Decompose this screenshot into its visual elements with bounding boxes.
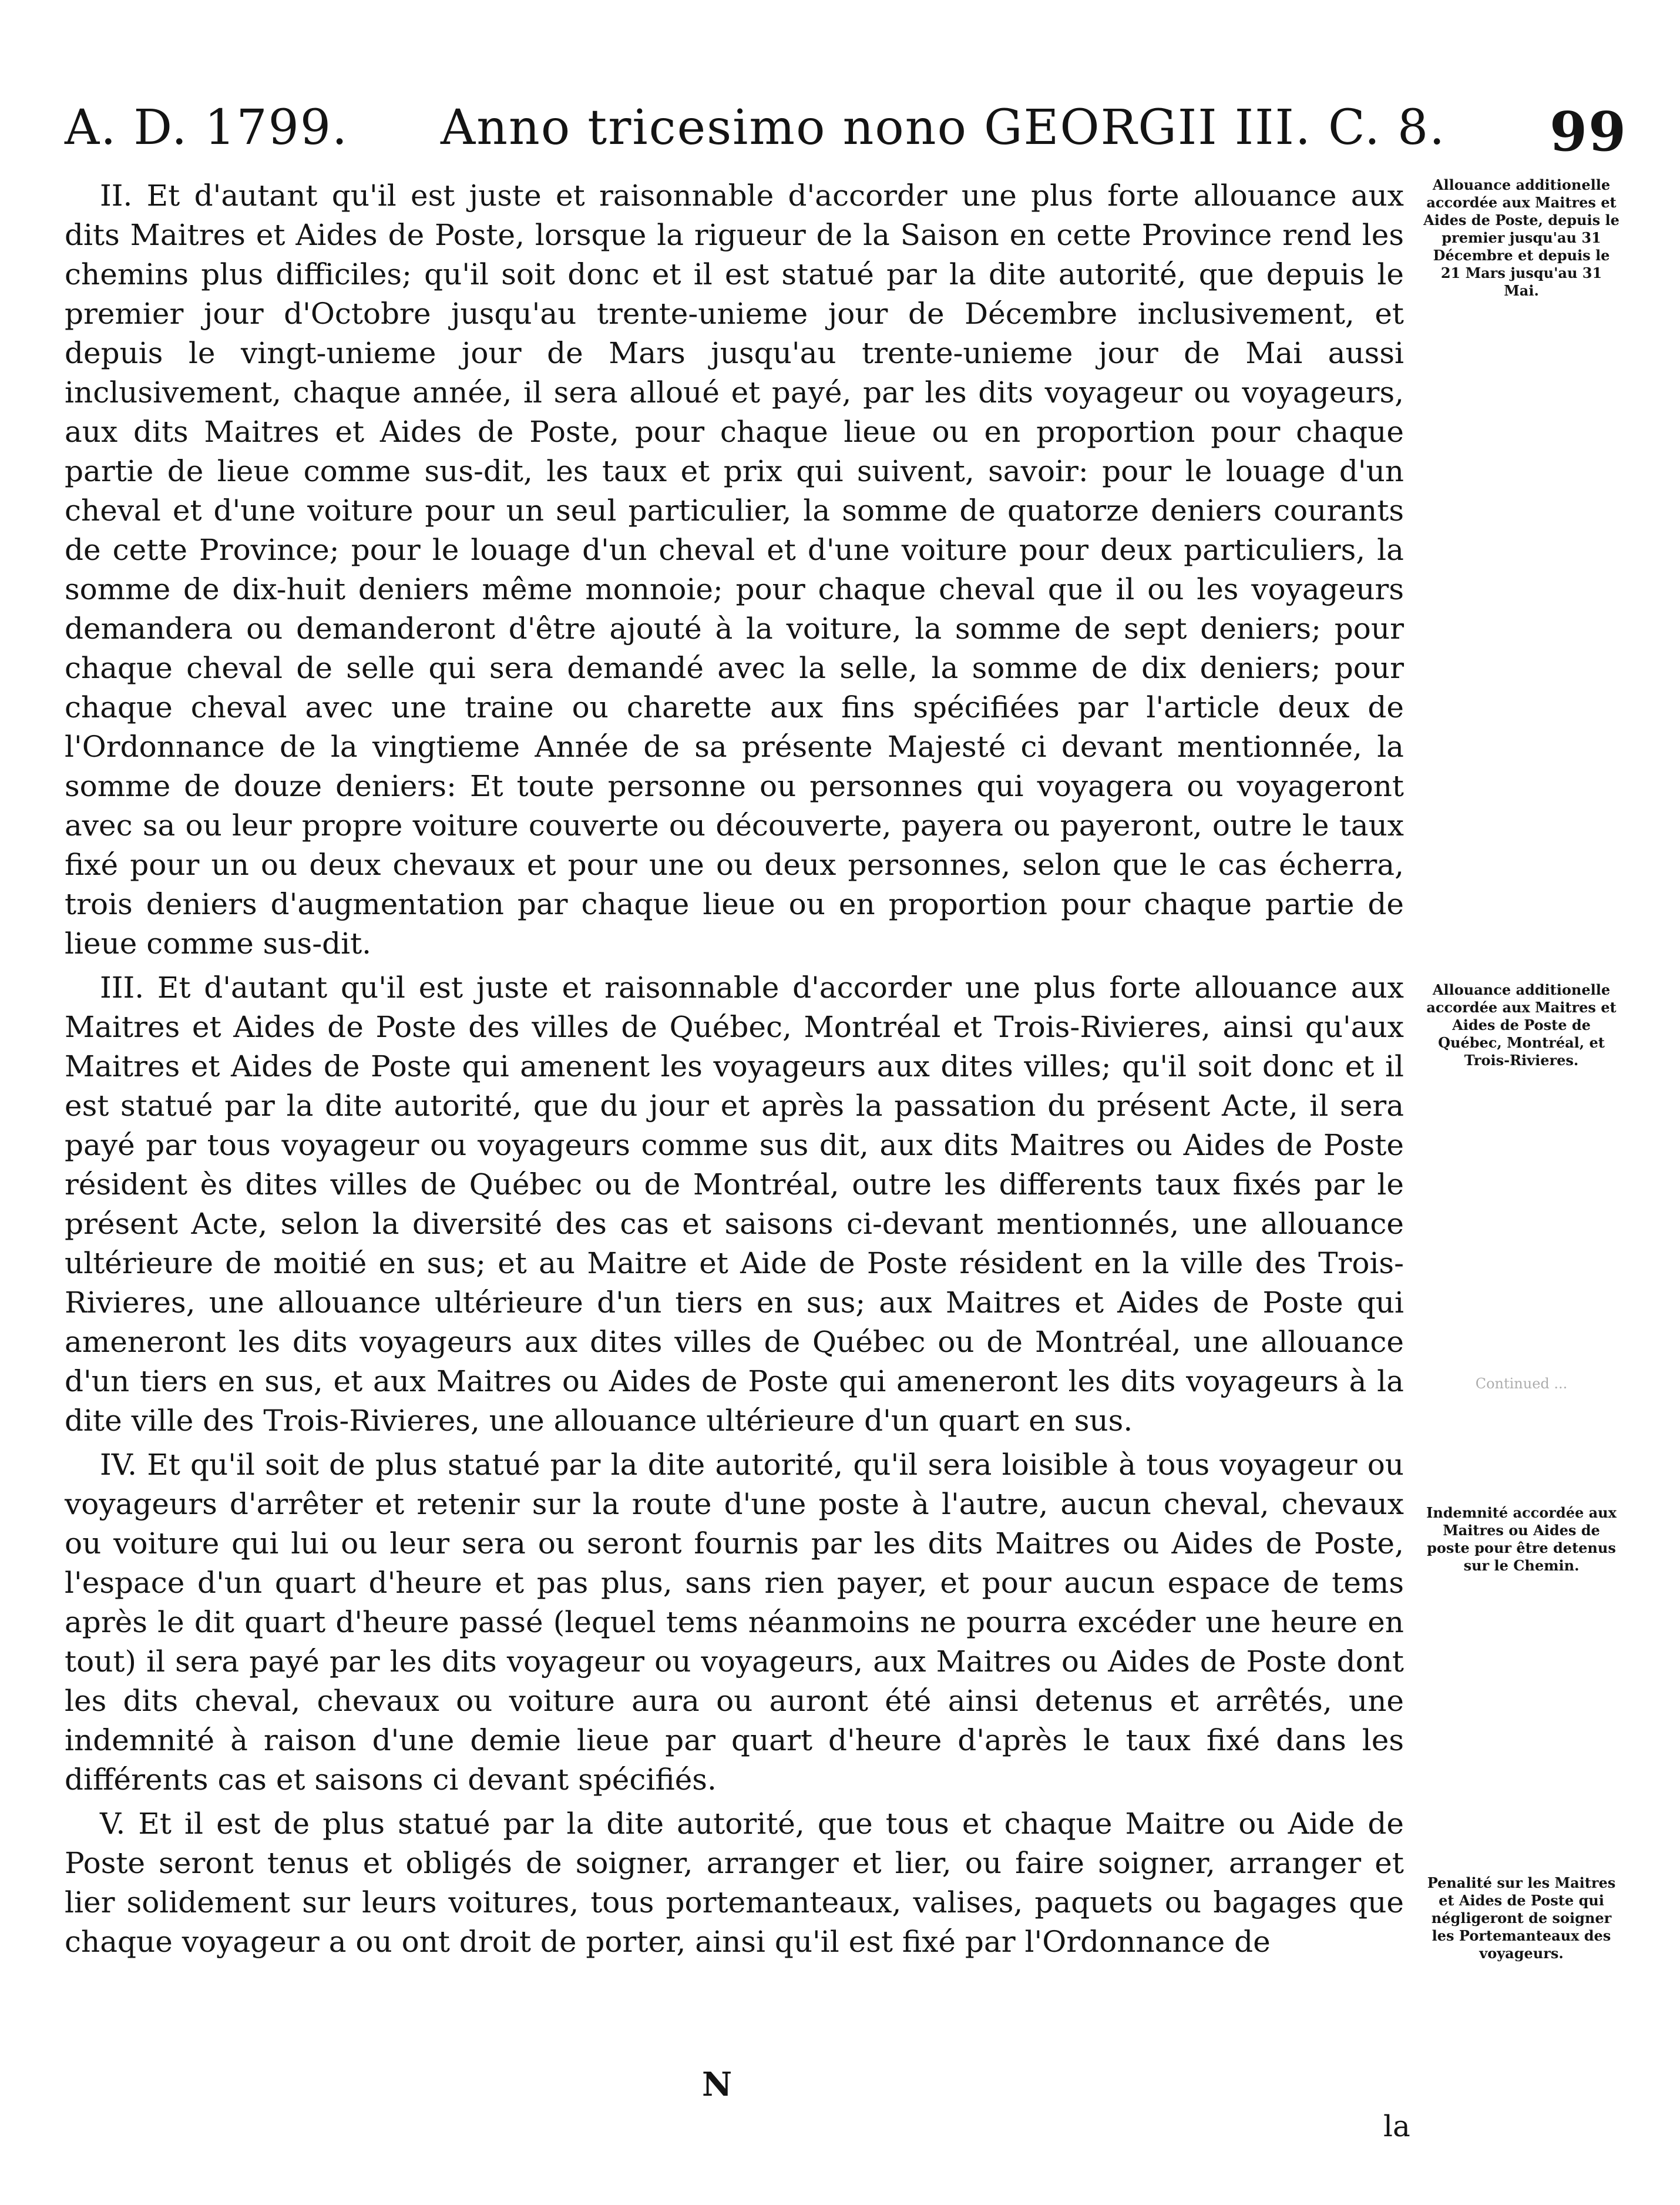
section-v	[65, 1804, 1404, 1962]
margin-note-faint: Continued ...	[1475, 1375, 1568, 1392]
page-number: 99	[1549, 100, 1627, 163]
catchword: la	[1383, 2109, 1410, 2143]
running-header	[53, 88, 1627, 165]
section-ii-text: II. Et d'autant qu'il est juste et raisonnable d'accorder une plus forte allouance aux dits Maitres et Aides de Poste, lorsque la rigueur de la Saison en cette Province rend les chemins plus difficiles; qu'il soit donc et il est statué par la dite autorité, que depuis le premier jour d'Octobre jusqu'au trente-unieme jour de Décembre inclusivement, et depuis le vingt-unieme jour de Mars jusqu'au trente-unieme jour de Mai aussi inclusivement, chaque année, il sera alloué et payé, par les dits voyageur ou voyageurs, aux dits Maitres et Aides de Poste, pour chaque lieue ou en proportion pour chaque partie de lieue comme sus-dit, les taux et prix qui suivent, savoir: pour le louage d'un cheval et d'une voiture pour un seul particulier, la somme de quatorze deniers courants de cette Province; pour le louage d'un cheval et d'une voiture pour deux particuliers, la somme de dix-huit deniers même monnoie; pour chaque cheval que il ou les voyageurs demandera ou demanderont d'être ajouté à la voiture, la somme de sept deniers; pour chaque cheval de selle qui sera demandé avec la selle, la somme de dix deniers; pour chaque cheval avec une traine ou charette aux fins spécifiées par l'article deux de l'Ordonnance de la vingtieme Année de sa présente Majesté ci devant mentionnée, la somme de douze deniers: Et toute personne ou personnes qui voyagera ou voyageront avec sa ou leur propre voiture couverte ou découverte, payera ou payeront, outre le taux fixé pour un ou deux chevaux et pour une ou deux personnes, selon que le cas écherra, trois deniers d'augmentation par chaque lieue ou en proportion pour chaque partie de lieue comme sus-dit.	[65, 179, 1404, 961]
section-v-text: V. Et il est de plus statué par la dite autorité, que tous et chaque Maitre ou Aide de Poste seront tenus et obligés de soigner, arranger et lier, ou faire soigner, arranger et lier solidement sur leurs voitures, tous portemanteaux, valises, paquets ou bagages que chaque voyageur a ou ont droit de porter, ainsi qu'il est fixé par l'Ordonnance de	[65, 1807, 1404, 1959]
signature-mark: N	[702, 2065, 733, 2104]
margin-note-section-ii: Allouance additionelle accordée aux Maitres et Aides de Poste, depuis le premier jusqu'au 31 Décembre et depuis le 21 Mars jusqu'au 31 Mai.	[1423, 176, 1619, 299]
section-iv-text: IV. Et qu'il soit de plus statué par la dite autorité, qu'il sera loisible à tous voyageur ou voyageurs d'arrêter et retenir sur la route d'une poste à l'autre, aucun cheval, chevaux ou voiture qui lui ou leur sera ou seront fournis par les dits Maitres ou Aides de Poste, l'espace d'un quart d'heure et pas plus, sans rien payer, et pour aucun espace de tems après le dit quart d'heure passé (lequel tems néanmoins ne pourra excéder une heure en tout) il sera payé par les dits voyageur ou voyageurs, aux Maitres ou Aides de Poste dont les dits cheval, chevaux ou voiture aura ou auront été ainsi detenus et arrêtés, une indemnité à raison d'une demie lieue par quart d'heure d'après le taux fixé dans les différents cas et saisons ci devant spécifiés.	[65, 1448, 1404, 1797]
main-text	[65, 176, 1404, 1966]
margin-note-section-v: Penalité sur les Maitres et Aides de Poste qui négligeront de soigner les Portemanteaux des voyageurs.	[1427, 1874, 1616, 1962]
section-iv	[65, 1445, 1404, 1800]
header-title: Anno tricesimo nono GEORGII III. C. 8.	[441, 100, 1446, 156]
header-year: A. D. 1799.	[65, 100, 349, 156]
section-ii	[65, 176, 1404, 964]
margin-note-section-iii: Allouance additionelle accordée aux Maitres et Aides de Poste de Québec, Montréal, et Trois-Rivieres.	[1426, 981, 1617, 1069]
margin-note-section-iv: Indemnité accordée aux Maitres ou Aides de poste pour être detenus sur le Chemin.	[1426, 1504, 1617, 1574]
section-iii	[65, 968, 1404, 1441]
section-iii-text: III. Et d'autant qu'il est juste et raisonnable d'accorder une plus forte allouance aux Maitres et Aides de Poste des villes de Québec, Montréal et Trois-Rivieres, ainsi qu'aux Maitres et Aides de Poste qui amenent les voyageurs aux dites villes; qu'il soit donc et il est statué par la dite autorité, que du jour et après la passation du présent Acte, il sera payé par tous voyageur ou voyageurs comme sus dit, aux dits Maitres ou Aides de Poste résident ès dites villes de Québec ou de Montréal, outre les differents taux fixés par le présent Acte, selon la diversité des cas et saisons ci-devant mentionnés, une allouance ultérieure de moitié en sus; et au Maitre et Aide de Poste résident en la ville des Trois-Rivieres, une allouance ultérieure d'un tiers en sus; aux Maitres et Aides de Poste qui ameneront les dits voyageurs aux dites villes de Québec ou de Montréal, une allouance d'un tiers en sus, et aux Maitres ou Aides de Poste qui ameneront les dits voyageurs à la dite ville des Trois-Rivieres, une allouance ultérieure d'un quart en sus.	[65, 971, 1404, 1438]
